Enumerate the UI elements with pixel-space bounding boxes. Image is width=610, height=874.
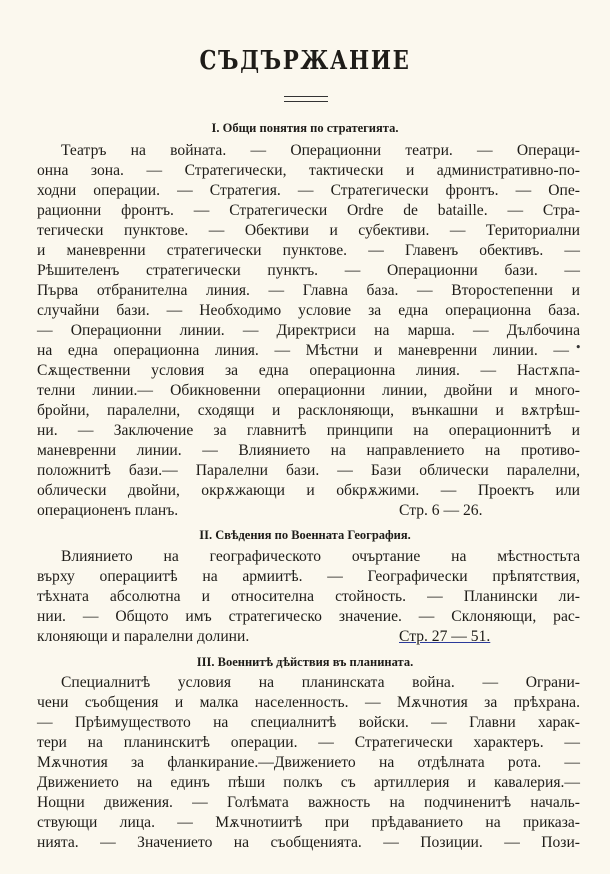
section-3-line: Мѫчнотия за фланкирание.—Движението на отдѣлната рота. — (37, 754, 580, 771)
page-title: СЪДЪРЖАНИЕ (199, 46, 411, 76)
section-3-line: тери на планинскитѣ операции. — Стратегически характеръ. — (37, 734, 580, 751)
section-2-line-text: клоняющи и паралелни долини. (37, 628, 250, 645)
section-3-line: Нощни движения. — Голѣмата важность на подчиненитѣ началь- (37, 794, 580, 811)
section-heading-1: I. Общи понятия по стратегията. (211, 121, 399, 135)
section-2-line: нии. — Общото имъ стратегическо значение. — Склоняющи, рас- (37, 608, 580, 625)
section-2-line: тѣхната абсолютна и относителна стойность. — Планински ли- (37, 588, 580, 605)
section-1-line: на една операционна линия. — Мѣстни и маневренни линии. — (37, 342, 569, 359)
section-3-line: Специалнитѣ условия на планинската война. — Ограни- (61, 674, 580, 691)
section-1-last-line (37, 501, 580, 521)
section-2-line: Влиянието на географическото очъртание на мѣстностьта (61, 548, 580, 565)
section-1-line: и маневренни стратегически пунктове. — Главенъ обективъ. — (37, 242, 580, 259)
section-1-line: маневренни линии. — Влиянието на направлението на противо- (37, 442, 580, 459)
section-1-line: бройни, паралелни, сходящи и расклоняющи, вънкашни и вѫтрѣш- (37, 402, 580, 419)
section-heading-2: II. Свѣдения по Военната География. (199, 528, 411, 542)
section-3-line: чени съобщения и малка населенность. — Мѫчнотия за прѣхрана. (37, 694, 580, 711)
section-1-line: Първа отбранителна линия. — Главна база. — Второстепенни и (37, 282, 580, 299)
section-1-line: ни. — Заключение за главнитѣ принципи на операционнитѣ и (37, 422, 580, 439)
section-3-line: Движението на единъ пѣши полкъ съ артиллерия и кавалерия.— (37, 774, 580, 791)
section-1-line: онна зона. — Стратегически, тактически и административно-по- (37, 162, 580, 179)
pen-mark-icon: • (575, 341, 582, 354)
section-2-line: върху операциитѣ на армиитѣ. — Географически прѣпятствия, (37, 568, 580, 585)
section-3-line: — Прѣимуществото на специалнитѣ войски. — Главни харак- (37, 714, 580, 731)
section-1-line: ходни операции. — Стратегия. — Стратегически фронтъ. — Опе- (37, 182, 580, 199)
section-1-line: Сѫщественни условия за една операционна линия. — Настѫпа- (37, 362, 580, 379)
section-1-line: положнитѣ бази.— Паралелни бази. — Бази облически паралелни, (37, 462, 580, 479)
section-3-line: нията. — Значението на съобщенията. — Позиции. — Пози- (37, 834, 580, 851)
title-divider (284, 96, 328, 102)
section-1-line: рационни фронтъ. — Стратегически Ordre de bataille. — Стра- (37, 202, 580, 219)
section-1-line: случайни бази. — Необходимо условие за една операционна база. (37, 302, 580, 319)
section-1-line: телни линии.— Обикновенни операционни линии, двойни и много- (37, 382, 580, 399)
section-1-line: — Операционни линии. — Директриси на марша. — Дълбочина (37, 322, 580, 339)
section-3-line: ствующи лица. — Мѫчнотиитѣ при прѣдаванието на приказа- (37, 814, 580, 831)
section-1-line: Рѣшителенъ стратегически пунктъ. — Операционни бази. — (37, 262, 580, 279)
section-1-page-range: Стр. 6 — 26. (399, 502, 483, 519)
section-1-line: облически двойни, окрѫжающи и обкрѫжими. — Проектъ или (37, 482, 580, 499)
section-1-line: Театръ на войната. — Операционни театри. — Операци- (61, 142, 580, 159)
section-2-last-line (37, 627, 580, 647)
section-1-line: тегически пунктове. — Обективи и субективи. — Териториални (37, 222, 580, 239)
section-2-page-range: Стр. 27 — 51. (399, 628, 491, 645)
section-1-line-text: операционенъ планъ. (37, 502, 179, 519)
section-heading-3: III. Военнитѣ дѣйствия въ планината. (196, 655, 414, 669)
